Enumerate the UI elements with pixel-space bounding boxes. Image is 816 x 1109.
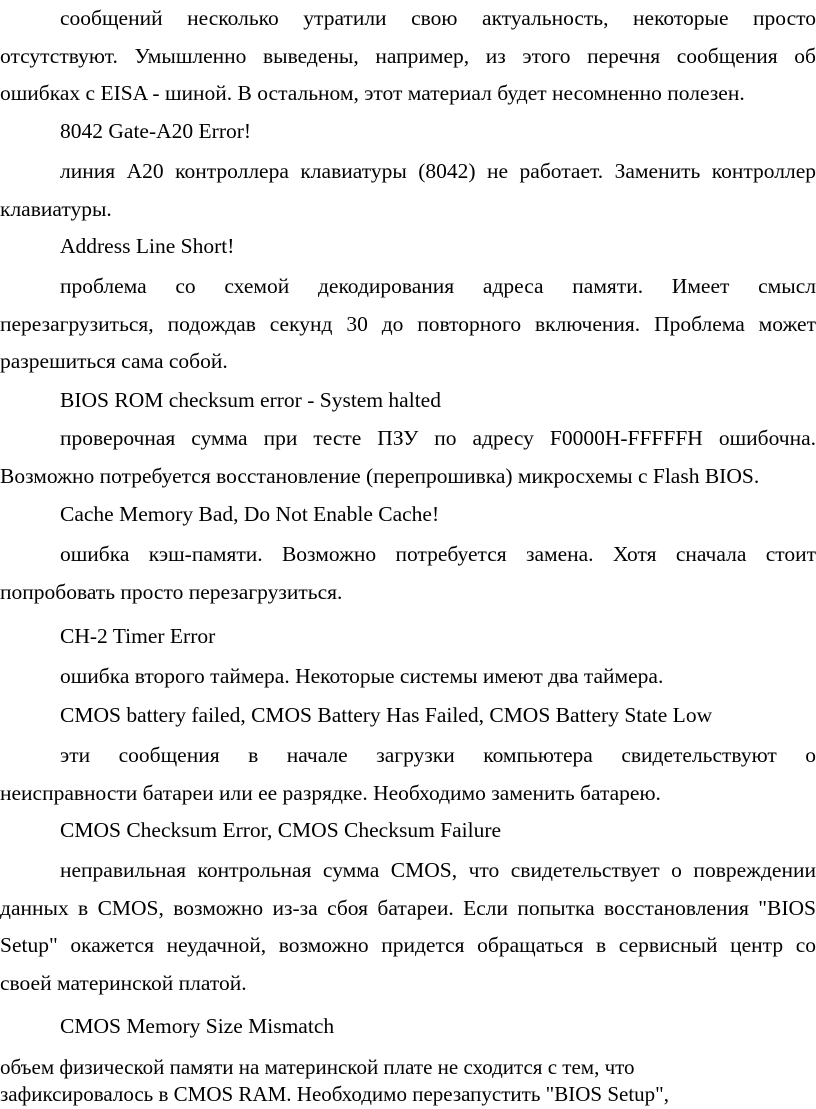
- error-heading: CMOS battery failed, CMOS Battery Has Failed, CMOS Battery State Low: [60, 703, 713, 727]
- paragraph-description: [0, 737, 816, 812]
- text-line: зафиксировалось в CMOS RAM. Необходимо перезапустить "BIOS Setup",: [0, 1082, 669, 1106]
- paragraph-description: [0, 153, 816, 228]
- error-heading: Address Line Short!: [60, 234, 235, 258]
- text-line: ошибках с EISA - шиной. В остальном, этот материал будет несомненно полезен.: [0, 81, 745, 105]
- text-line: перезагрузиться, подождав секунд 30 до повторного включения. Проблема может: [0, 311, 816, 336]
- text-line: линия А20 контроллера клавиатуры (8042) не работает. Заменить контроллер: [60, 159, 816, 183]
- text-line: проверочная сумма при тесте ПЗУ по адресу F0000H-FFFFFH ошибочна.: [60, 426, 816, 450]
- text-line: своей материнской платой.: [0, 970, 247, 995]
- text-line: данных в CMOS, возможно из-за сбоя батареи. Если попытка восстановления "BIOS: [0, 895, 816, 920]
- text-line: сообщений несколько утратили свою актуальность, некоторые просто: [60, 6, 816, 30]
- error-heading: CMOS Memory Size Mismatch: [60, 1014, 335, 1038]
- error-heading: 8042 Gate-A20 Error!: [60, 119, 252, 143]
- text-line: объем физической памяти на материнской плате не сходится с тем, что: [0, 1055, 635, 1079]
- text-line: разрешиться сама собой.: [0, 349, 228, 373]
- text-line: Setup" окажется неудачной, возможно придется обращаться в сервисный центр со: [0, 933, 816, 957]
- paragraph-description: [0, 420, 816, 495]
- text-line: ошибка второго таймера. Некоторые системы имеют два таймера.: [60, 664, 664, 688]
- text-line: неправильная контрольная сумма CMOS, что свидетельствует о повреждении: [60, 858, 816, 882]
- text-line: неисправности батареи или ее разрядке. Необходимо заменить батарею.: [0, 780, 661, 805]
- text-line: клавиатуры.: [0, 196, 112, 221]
- paragraph-description: [0, 1054, 816, 1108]
- error-heading: CH-2 Timer Error: [60, 624, 216, 648]
- text-line: отсутствуют. Умышленно выведены, например, из этого перечня сообщения об: [0, 43, 816, 68]
- error-heading: Cache Memory Bad, Do Not Enable Cache!: [60, 502, 440, 526]
- text-line: эти сообщения в начале загрузки компьютера свидетельствуют о: [60, 743, 816, 767]
- error-heading: CMOS Checksum Error, CMOS Checksum Failure: [60, 818, 502, 842]
- paragraph-description: [0, 658, 816, 696]
- paragraph-description: [0, 536, 816, 611]
- text-line: ошибка кэш-памяти. Возможно потребуется замена. Хотя сначала стоит: [60, 542, 816, 566]
- text-line: попробовать просто перезагрузиться.: [0, 579, 343, 604]
- text-line: проблема со схемой декодирования адреса памяти. Имеет смысл: [60, 274, 816, 298]
- paragraph-intro: [0, 0, 816, 113]
- paragraph-description: [0, 852, 816, 1002]
- text-line: Возможно потребуется восстановление (перепрошивка) микросхемы с Flash BIOS.: [0, 463, 760, 488]
- paragraph-description: [0, 268, 816, 381]
- error-heading: BIOS ROM checksum error - System halted: [60, 388, 441, 412]
